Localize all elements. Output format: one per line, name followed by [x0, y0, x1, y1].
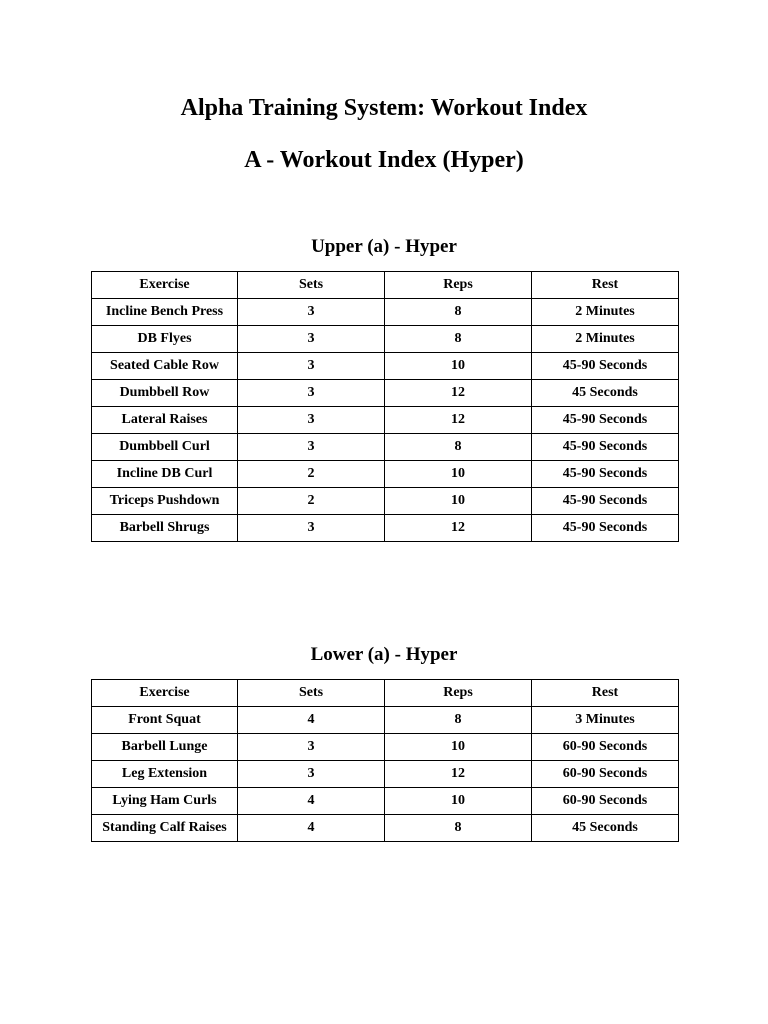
table-header-row [92, 680, 679, 707]
document-subtitle: A - Workout Index (Hyper) [244, 147, 524, 173]
column-header-rest: Rest [532, 680, 679, 707]
sets-cell: 3 [238, 299, 385, 326]
reps-cell: 10 [385, 353, 532, 380]
column-header-sets: Sets [238, 272, 385, 299]
sets-cell: 4 [238, 707, 385, 734]
reps-cell: 8 [385, 299, 532, 326]
column-header-rest: Rest [532, 272, 679, 299]
reps-cell: 8 [385, 434, 532, 461]
reps-cell: 12 [385, 761, 532, 788]
table-row [92, 707, 679, 734]
sets-cell: 3 [238, 353, 385, 380]
rest-cell: 45-90 Seconds [532, 461, 679, 488]
lower-workout-table [91, 679, 679, 842]
rest-cell: 3 Minutes [532, 707, 679, 734]
column-header-reps: Reps [385, 272, 532, 299]
column-header-reps: Reps [385, 680, 532, 707]
table-row [92, 407, 679, 434]
sets-cell: 3 [238, 515, 385, 542]
upper-workout-table [91, 271, 679, 542]
table-row [92, 734, 679, 761]
rest-cell: 2 Minutes [532, 326, 679, 353]
reps-cell: 12 [385, 407, 532, 434]
rest-cell: 45 Seconds [532, 815, 679, 842]
table-row [92, 788, 679, 815]
table-header-row [92, 272, 679, 299]
sets-cell: 2 [238, 488, 385, 515]
exercise-cell: Barbell Shrugs [92, 515, 238, 542]
exercise-cell: Lying Ham Curls [92, 788, 238, 815]
document-title: Alpha Training System: Workout Index [180, 95, 588, 121]
exercise-cell: Barbell Lunge [92, 734, 238, 761]
rest-cell: 45 Seconds [532, 380, 679, 407]
reps-cell: 8 [385, 707, 532, 734]
rest-cell: 60-90 Seconds [532, 761, 679, 788]
table-row [92, 815, 679, 842]
table-row [92, 761, 679, 788]
reps-cell: 10 [385, 788, 532, 815]
exercise-cell: DB Flyes [92, 326, 238, 353]
reps-cell: 8 [385, 326, 532, 353]
rest-cell: 45-90 Seconds [532, 434, 679, 461]
table-row [92, 434, 679, 461]
column-header-sets: Sets [238, 680, 385, 707]
table-row [92, 461, 679, 488]
sets-cell: 3 [238, 761, 385, 788]
column-header-exercise: Exercise [92, 680, 238, 707]
rest-cell: 45-90 Seconds [532, 407, 679, 434]
rest-cell: 45-90 Seconds [532, 515, 679, 542]
sets-cell: 4 [238, 788, 385, 815]
exercise-cell: Leg Extension [92, 761, 238, 788]
sets-cell: 2 [238, 461, 385, 488]
reps-cell: 12 [385, 380, 532, 407]
reps-cell: 10 [385, 461, 532, 488]
table-row [92, 380, 679, 407]
exercise-cell: Incline DB Curl [92, 461, 238, 488]
exercise-cell: Lateral Raises [92, 407, 238, 434]
rest-cell: 45-90 Seconds [532, 488, 679, 515]
exercise-cell: Seated Cable Row [92, 353, 238, 380]
exercise-cell: Triceps Pushdown [92, 488, 238, 515]
rest-cell: 60-90 Seconds [532, 788, 679, 815]
table-row [92, 299, 679, 326]
table-row [92, 326, 679, 353]
sets-cell: 3 [238, 407, 385, 434]
exercise-cell: Dumbbell Row [92, 380, 238, 407]
exercise-cell: Dumbbell Curl [92, 434, 238, 461]
exercise-cell: Standing Calf Raises [92, 815, 238, 842]
table-row [92, 515, 679, 542]
exercise-cell: Front Squat [92, 707, 238, 734]
rest-cell: 45-90 Seconds [532, 353, 679, 380]
rest-cell: 60-90 Seconds [532, 734, 679, 761]
reps-cell: 10 [385, 734, 532, 761]
sets-cell: 3 [238, 734, 385, 761]
sets-cell: 3 [238, 380, 385, 407]
sets-cell: 3 [238, 326, 385, 353]
column-header-exercise: Exercise [92, 272, 238, 299]
reps-cell: 12 [385, 515, 532, 542]
rest-cell: 2 Minutes [532, 299, 679, 326]
reps-cell: 10 [385, 488, 532, 515]
sets-cell: 3 [238, 434, 385, 461]
sets-cell: 4 [238, 815, 385, 842]
table-row [92, 353, 679, 380]
upper-section-heading: Upper (a) - Hyper [311, 236, 457, 257]
exercise-cell: Incline Bench Press [92, 299, 238, 326]
lower-section-heading: Lower (a) - Hyper [310, 644, 458, 665]
reps-cell: 8 [385, 815, 532, 842]
table-row [92, 488, 679, 515]
